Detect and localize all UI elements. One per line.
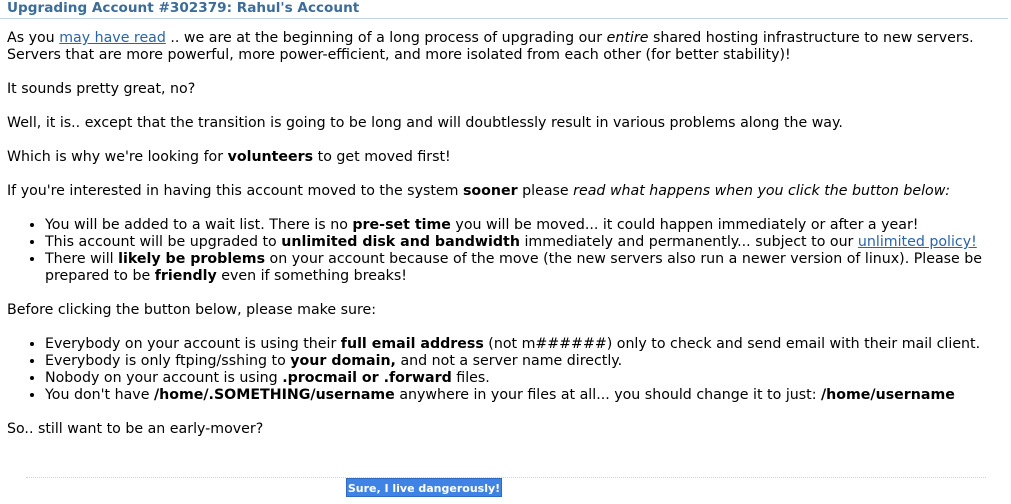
list-item — [45, 370, 1007, 387]
bold-text: pre-set time — [352, 217, 451, 233]
text: Everybody is only ftping/sshing to — [45, 353, 291, 369]
text: you will be moved... it could happen immediately or after a year! — [450, 217, 919, 233]
bold-text: full email address — [340, 336, 484, 352]
bold-text: likely be problems — [118, 251, 266, 267]
page-title: Upgrading Account #302379: Rahul's Account — [7, 0, 360, 16]
text: files. — [451, 370, 490, 386]
text: Which is why we're looking for — [7, 149, 228, 165]
bold-text: /home/.SOMETHING/username — [153, 387, 395, 403]
list-item — [45, 234, 1007, 251]
intro-text-3: shared hosting infrastructure to new servers. Servers that are more powerful, more power-efficient, and more isolated from each other (for better stability)! — [7, 30, 974, 63]
unlimited-policy-link[interactable]: unlimited policy! — [857, 234, 977, 250]
text: Everybody on your account is using their — [45, 336, 341, 352]
text: (not m######) only to check and send email with their mail client. — [483, 336, 981, 352]
text: even if something breaks! — [216, 268, 407, 284]
text: Nobody on your account is using — [45, 370, 283, 386]
intro-text-2: .. we are at the beginning of a long process of upgrading our — [165, 30, 607, 46]
paragraph-before-clicking: Before clicking the button below, please make sure: — [7, 302, 376, 318]
bold-text: sooner — [462, 183, 518, 199]
text: on your account because of the move (the new servers also run a newer version of linux). Please be prepared to be — [45, 251, 983, 284]
text: and not a server name directly. — [395, 353, 623, 369]
text: immediately and permanently... subject to our — [519, 234, 858, 250]
may-have-read-link[interactable]: may have read — [59, 30, 166, 46]
consequences-list — [7, 217, 1007, 285]
text: There will — [45, 251, 119, 267]
paragraph-interested — [7, 183, 1007, 200]
bold-text: volunteers — [227, 149, 314, 165]
paragraph-sounds-great: It sounds pretty great, no? — [7, 81, 196, 97]
text: please — [517, 183, 574, 199]
bold-text: your domain, — [290, 353, 396, 369]
text: If you're interested in having this account moved to the system — [7, 183, 463, 199]
live-dangerously-button[interactable]: Sure, I live dangerously! — [346, 478, 502, 497]
text: anywhere in your files at all... you should change it to just: — [394, 387, 821, 403]
intro-text: As you — [7, 30, 60, 46]
paragraph-volunteers — [7, 149, 1007, 166]
list-item — [45, 336, 1007, 353]
list-item — [45, 353, 1007, 370]
requirements-list — [7, 336, 1007, 404]
intro-paragraph — [7, 30, 1007, 64]
bold-text: unlimited disk and bandwidth — [281, 234, 520, 250]
text: to get moved first! — [313, 149, 451, 165]
list-item — [45, 251, 1007, 285]
text: This account will be upgraded to — [45, 234, 282, 250]
intro-emphasis: entire — [606, 30, 649, 46]
bold-text: .procmail or .forward — [282, 370, 452, 386]
divider — [26, 477, 986, 478]
bold-text: /home/username — [821, 387, 955, 403]
title-bar — [0, 0, 1008, 19]
paragraph-early-mover: So.. still want to be an early-mover? — [7, 421, 264, 437]
emphasis-text: read what happens when you click the button below: — [573, 183, 951, 199]
main-content — [7, 30, 1007, 455]
text: You will be added to a wait list. There is no — [45, 217, 353, 233]
paragraph-transition: Well, it is.. except that the transition is going to be long and will doubtlessly result in various problems along the way. — [7, 115, 843, 131]
list-item — [45, 387, 1007, 404]
text: You don't have — [45, 387, 154, 403]
bold-text: friendly — [154, 268, 217, 284]
list-item — [45, 217, 1007, 234]
